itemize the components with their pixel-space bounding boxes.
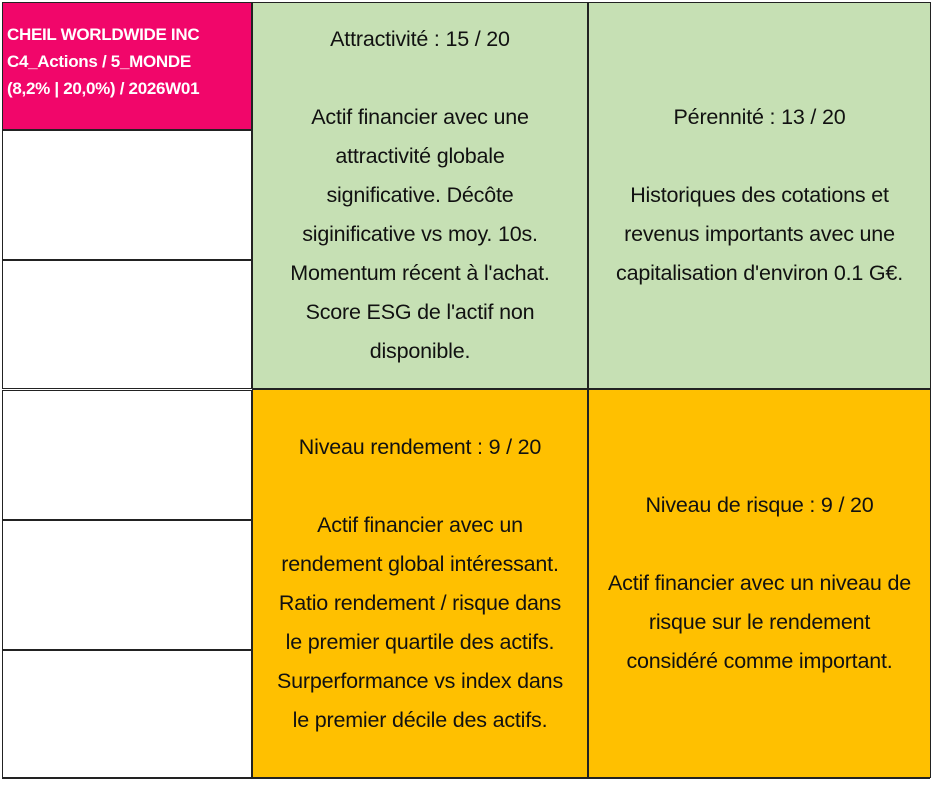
perennite-line: Historiques des cotations et <box>630 183 889 207</box>
risque-line: considéré comme important. <box>626 649 893 673</box>
blank-cell <box>2 130 252 260</box>
attractivite-line: attractivité globale <box>335 144 505 168</box>
rendement-line: Ratio rendement / risque dans <box>278 590 562 615</box>
attractivite-line: Score ESG de l'actif non <box>305 300 535 324</box>
rendement-line: Surperformance vs index dans <box>277 668 563 693</box>
blank-cell <box>2 260 252 389</box>
perennite-panel <box>588 2 931 389</box>
perennite-title: Pérennité : 13 / 20 <box>673 105 846 129</box>
attractivite-line: siginificative vs moy. 10s. <box>302 222 538 246</box>
attractivite-line: significative. Décôte <box>326 183 514 207</box>
asset-category: C4_Actions / 5_MONDE <box>7 52 191 71</box>
rendement-line: rendement global intéressant. <box>281 551 559 576</box>
risque-title: Niveau de risque : 9 / 20 <box>645 493 874 517</box>
perennite-line: capitalisation d'environ 0.1 G€. <box>616 261 903 285</box>
rendement-line: le premier décile des actifs. <box>292 707 548 732</box>
asset-name: CHEIL WORLDWIDE INC <box>7 25 200 44</box>
rendement-title: Niveau rendement : 9 / 20 <box>298 434 542 459</box>
attractivite-panel <box>252 2 588 389</box>
blank-cell <box>2 390 252 520</box>
attractivite-line: Actif financier avec une <box>311 105 529 129</box>
rendement-line: le premier quartile des actifs. <box>285 629 555 654</box>
attractivite-line: disponible. <box>369 339 471 363</box>
blank-cell <box>2 520 252 650</box>
attractivite-line: Momentum récent à l'achat. <box>290 261 550 285</box>
risque-panel <box>588 389 931 778</box>
risque-line: risque sur le rendement <box>648 610 871 634</box>
blank-cell <box>2 650 252 778</box>
asset-header <box>2 2 252 130</box>
table-bottom-border <box>2 778 930 779</box>
rendement-line: Actif financier avec un <box>317 512 523 537</box>
risque-line: Actif financier avec un niveau de <box>608 571 911 595</box>
perennite-line: revenus importants avec une <box>624 222 895 246</box>
attractivite-title: Attractivité : 15 / 20 <box>330 27 510 51</box>
asset-stats: (8,2% | 20,0%) / 2026W01 <box>7 79 200 98</box>
rendement-panel <box>252 389 588 778</box>
